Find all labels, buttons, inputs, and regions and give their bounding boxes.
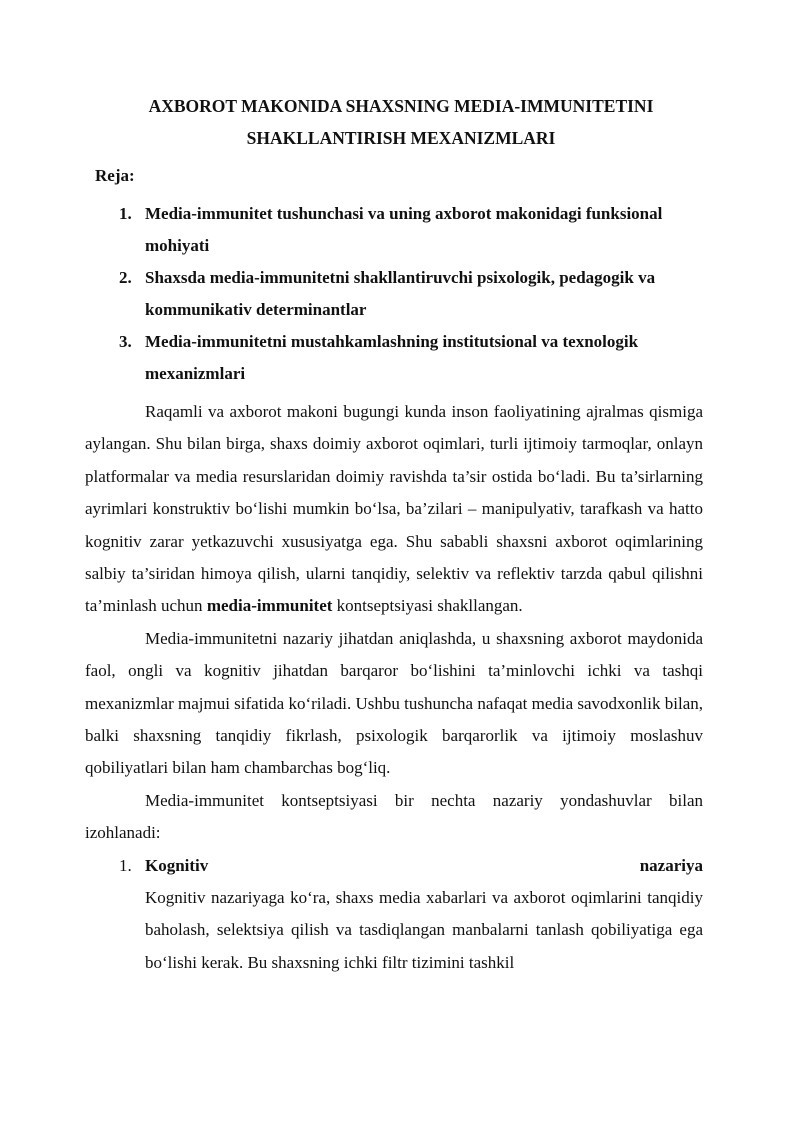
paragraph-intro-end: kontseptsiyasi shakllangan. [332, 596, 523, 616]
theory-heading-right: nazariya [639, 855, 703, 875]
plan-item-text: Media-immunitetni mustahkamlashning institutsional va texnologik mexanizmlari [145, 332, 639, 383]
plan-item [85, 326, 703, 390]
paragraph-intro [85, 396, 703, 623]
theory-number: 1. [119, 855, 132, 875]
plan-list [85, 198, 703, 390]
plan-item-number: 2. [119, 268, 132, 287]
plan-heading: Reja: [95, 166, 135, 185]
plan-item-number: 1. [119, 204, 132, 223]
theory-body: Kognitiv nazariyaga ko‘ra, shaxs media xabarlari va axborot oqimlarini tanqidiy baholash, selektsiya qilish va tasdiqlangan manbalarni tanlash qobiliyatiga ega bo‘lishi kerak. Bu shaxsning ichki filtr tizimini tashkil [145, 887, 703, 972]
plan-item [85, 262, 703, 326]
theory-item [85, 850, 703, 979]
theory-heading [85, 850, 703, 882]
plan-item-text: Media-immunitet tushunchasi va uning axborot makonidagi funksional mohiyati [145, 204, 663, 255]
theory-heading-left: Kognitiv [145, 855, 209, 875]
paragraph-definition: Media-immunitetni nazariy jihatdan aniqlashda, u shaxsning axborot maydonida faol, ongli va kognitiv jihatdan barqaror bo‘lishini ta’minlovchi ichki va tashqi mexanizmlar majmui sifatida ko‘riladi. Ushbu tushuncha nafaqat media savodxonlik bilan, balki shaxsning tanqidiy fikrlash, psixologik barqarorlik va ijtimoiy moslashuv qobiliyatlari bilan ham chambarchas bog‘liq. [85, 628, 703, 778]
title-line-2: SHAKLLANTIRISH MEXANIZMLARI [246, 128, 556, 148]
paragraph-approaches: Media-immunitet kontseptsiyasi bir nechta nazariy yondashuvlar bilan izohlanadi: [85, 790, 703, 843]
plan-item-text: Shaxsda media-immunitetni shakllantiruvchi psixologik, pedagogik va kommunikativ determinantlar [145, 268, 656, 319]
title-line-1: AXBOROT MAKONIDA SHAXSNING MEDIA-IMMUNITETINI [148, 96, 654, 116]
paragraph-intro-text: Raqamli va axborot makoni bugungi kunda inson faoliyatining ajralmas qismiga aylangan. Shu bilan birga, shaxs doimiy axborot oqimlari, turli ijtimoiy tarmoqlar, onlayn platformalar va media resurslaridan doimiy ravishda ta’sir ostida bo‘ladi. Bu ta’sirlarning ayrimlari konstruktiv bo‘lishi mumkin bo‘lsa, ba’zilari – manipulyativ, tarafkash va hatto kognitiv zarar yetkazuvchi xususiyatga ega. Shu sababli shaxsni axborot oqimlarining salbiy ta’siridan himoya qilish, ularni tanqidiy, selektiv va reflektiv tarzda qabul qilishni ta’minlash uchun [85, 402, 703, 616]
media-immunitet-term: media-immunitet [206, 596, 333, 616]
document-title [85, 90, 703, 154]
plan-item [85, 198, 703, 262]
plan-item-number: 3. [119, 332, 132, 351]
